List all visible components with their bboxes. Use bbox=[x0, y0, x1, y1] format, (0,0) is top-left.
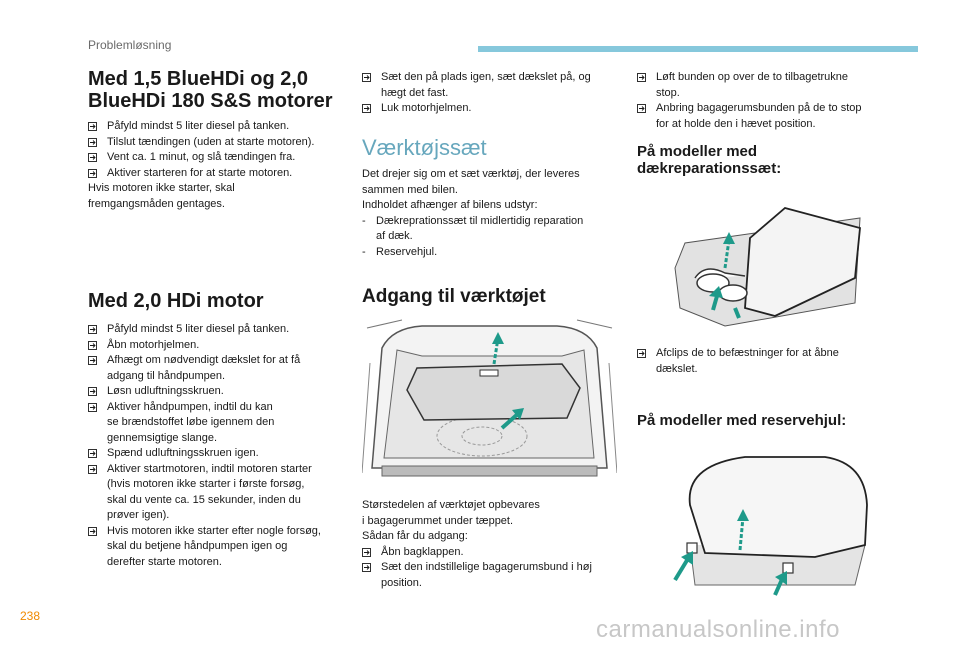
list-item-continued: prøver igen). bbox=[107, 509, 170, 521]
list-item: Aktiver håndpumpen, indtil du kan bbox=[107, 400, 273, 413]
list-item: Luk motorhjelmen. bbox=[381, 102, 472, 114]
heading-bluehdi: Med 1,5 BlueHDi og 2,0 BlueHDi 180 S&S motorer bbox=[88, 68, 333, 112]
list-item-continued: af dæk. bbox=[376, 230, 413, 242]
list-item: Dækreprationssæt til midlertidig reparation bbox=[376, 214, 584, 227]
repair-kit-illustration bbox=[665, 198, 865, 328]
paragraph: Sådan får du adgang: bbox=[362, 530, 468, 542]
col3-top-list bbox=[637, 70, 897, 132]
toolkit-intro bbox=[362, 167, 617, 260]
spare-wheel-illustration bbox=[665, 445, 870, 605]
section-title-toolkit: Værktøjssæt bbox=[362, 135, 487, 160]
list-bluehdi bbox=[88, 119, 348, 212]
list-item: Sæt den indstillelige bagagerumsbund i høj bbox=[381, 561, 592, 573]
spare-wheel-drawing bbox=[665, 445, 870, 605]
list-item: Vent ca. 1 minut, og slå tændingen fra. bbox=[88, 150, 348, 166]
paragraph: i bagagerummet under tæppet. bbox=[362, 514, 514, 527]
list-item-continued: hægt det fast. bbox=[381, 86, 449, 99]
list-item: Åbn bagklappen. bbox=[381, 545, 464, 558]
dash-marker: - bbox=[362, 214, 366, 227]
list-hdi bbox=[88, 322, 350, 570]
col2-top-list bbox=[362, 70, 622, 117]
list-item-continued: stop. bbox=[656, 86, 680, 99]
paragraph: fremgangsmåden gentages. bbox=[88, 197, 225, 210]
list-item: Afclips de to befæstninger for at åbne bbox=[656, 347, 839, 359]
list-item-continued: adgang til håndpumpen. bbox=[107, 369, 226, 382]
heading-repair-kit-line2: dækreparationssæt: bbox=[637, 160, 782, 177]
header-accent-bar bbox=[478, 46, 918, 52]
list-item: Påfyld mindst 5 liter diesel på tanken. bbox=[107, 323, 290, 335]
bullet-icon bbox=[88, 166, 102, 184]
repair-kit-drawing bbox=[665, 198, 865, 328]
heading-repair-kit: På modeller med bbox=[637, 143, 758, 160]
heading-hdi: Med 2,0 HDi motor bbox=[88, 290, 264, 312]
list-item: Sæt den på plads igen, sæt dækslet på, og bbox=[381, 71, 591, 83]
list-item-continued: position. bbox=[381, 576, 422, 589]
list-item-continued: (hvis motoren ikke starter i første forsøg, bbox=[107, 478, 305, 490]
column-1 bbox=[88, 68, 343, 112]
access-text bbox=[362, 498, 617, 591]
list-item-continued: derefter starte motoren. bbox=[107, 555, 222, 568]
watermark: carmanualsonline.info bbox=[596, 616, 840, 643]
page-number: 238 bbox=[20, 609, 41, 623]
heading-access: Adgang til værktøjet bbox=[362, 286, 546, 307]
paragraph: Hvis motoren ikke starter, skal bbox=[88, 182, 235, 194]
list-item: Åbn motorhjelmen. bbox=[107, 338, 200, 351]
trunk-illustration bbox=[362, 318, 617, 483]
section-header: Problemløsning bbox=[88, 38, 172, 52]
dash-marker: - bbox=[362, 245, 366, 258]
list-item: Hvis motoren ikke starter efter nogle forsøg, bbox=[107, 524, 321, 537]
list-item-continued: skal du betjene håndpumpen igen og bbox=[107, 540, 288, 552]
list-item: Anbring bagagerumsbunden på de to stop bbox=[656, 102, 862, 114]
list-item-continued: se brændstoffet løbe igennem den bbox=[107, 416, 275, 428]
list-item: Påfyld mindst 5 liter diesel på tanken. bbox=[88, 119, 348, 135]
list-item: Reservehjul. bbox=[376, 245, 438, 258]
paragraph: sammen med bilen. bbox=[362, 183, 458, 196]
list-item: Aktiver startmotoren, indtil motoren starter bbox=[107, 462, 312, 475]
list-item-continued: dækslet. bbox=[656, 362, 698, 375]
trunk-drawing bbox=[362, 318, 617, 483]
list-item: Aktiver starteren for at starte motoren. bbox=[88, 166, 348, 182]
paragraph: Indholdet afhænger af bilens udstyr: bbox=[362, 199, 538, 211]
paragraph: Det drejer sig om et sæt værktøj, der leveres bbox=[362, 168, 580, 180]
list-item-continued: gennemsigtige slange. bbox=[107, 431, 218, 444]
list-item-continued: for at holde den i hævet position. bbox=[656, 117, 816, 130]
list-item: Spænd udluftningsskruen igen. bbox=[107, 447, 259, 459]
list-item: Afhægt om nødvendigt dækslet for at få bbox=[107, 354, 301, 366]
list-item: Løft bunden op over de to tilbagetrukne bbox=[656, 71, 849, 83]
repair-kit-list bbox=[637, 346, 897, 377]
list-item: Tilslut tændingen (uden at starte motoren). bbox=[88, 135, 348, 151]
bullet-icon bbox=[362, 101, 376, 119]
heading-spare-wheel: På modeller med reservehjul: bbox=[637, 412, 847, 429]
list-item-continued: skal du vente ca. 15 sekunder, inden du bbox=[107, 493, 301, 506]
paragraph: Størstedelen af værktøjet opbevares bbox=[362, 499, 540, 511]
list-item: Løsn udluftningsskruen. bbox=[107, 385, 224, 397]
